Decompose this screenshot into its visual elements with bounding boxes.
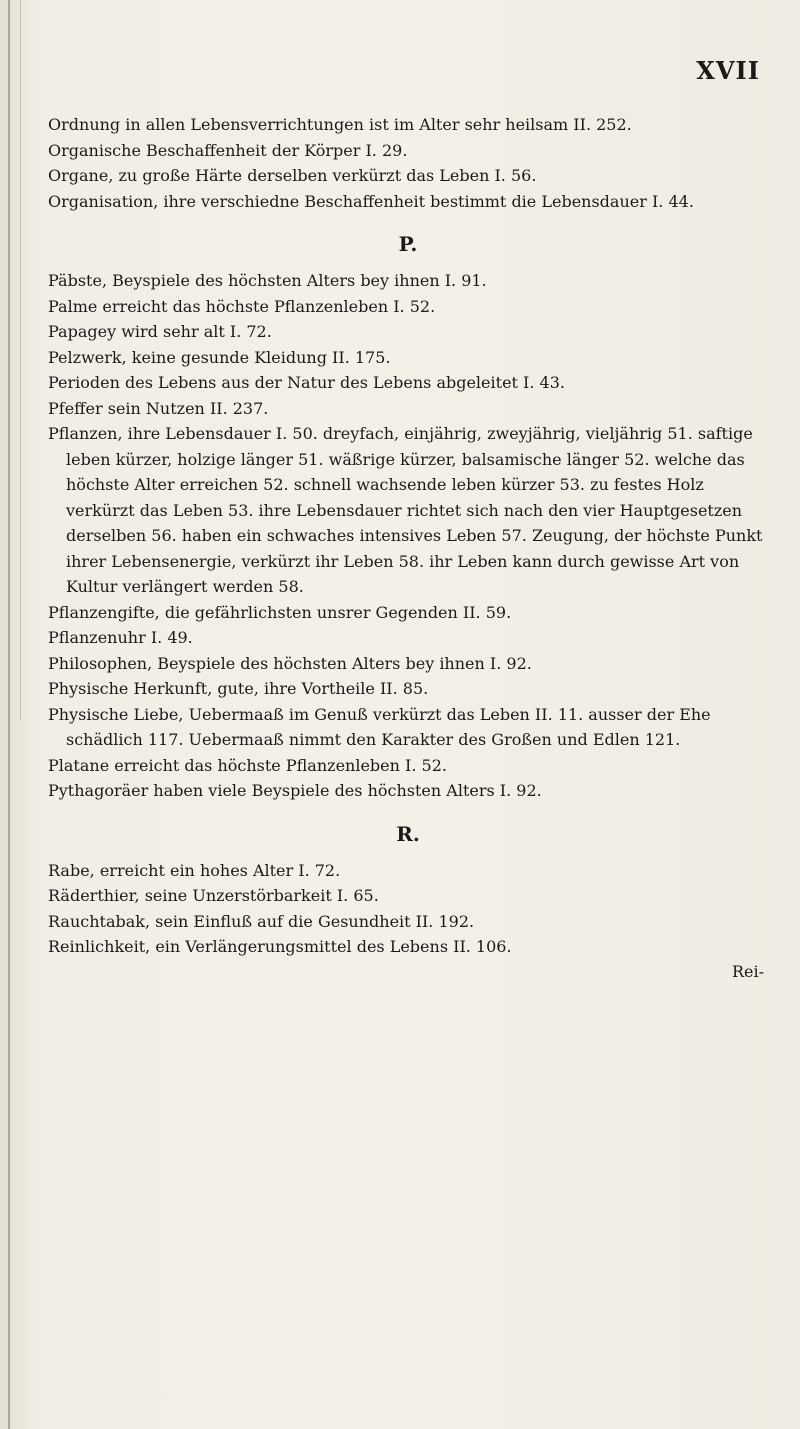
index-entry: Pflanzengifte, die gefährlichsten unsrer Gegenden II. 59. bbox=[48, 602, 512, 622]
index-entry: Pflanzenuhr I. 49. bbox=[48, 628, 193, 647]
section-heading-p: P. bbox=[398, 232, 418, 256]
index-entry: Organe, zu große Härte derselben verkürzt das Leben I. 56. bbox=[48, 166, 537, 185]
index-entry: Philosophen, Beyspiele des höchsten Alters bey ihnen I. 92. bbox=[48, 653, 532, 673]
index-entry: Physische Liebe, Uebermaaß im Genuß verkürzt das Leben II. 11. ausser der Ehe schädlich 117. Uebermaaß nimmt den Karakter des Großen und Edlen 121. bbox=[48, 704, 711, 749]
section-heading-r: R. bbox=[396, 821, 420, 846]
index-entry: Pythagoräer haben viele Beyspiele des höchsten Alters I. 92. bbox=[48, 781, 542, 800]
index-entry: Räderthier, seine Unzerstörbarkeit I. 65. bbox=[48, 886, 379, 905]
index-entry: Organisation, ihre verschiedne Beschaffenheit bestimmt die Lebensdauer I. 44. bbox=[48, 191, 694, 211]
catchword: Rei- bbox=[731, 961, 764, 981]
page-number: XVII bbox=[696, 56, 760, 85]
index-entry: Rabe, erreicht ein hohes Alter I. 72. bbox=[48, 860, 341, 880]
index-entry: Pflanzen, ihre Lebensdauer I. 50. dreyfach, einjährig, zweyjährig, vieljährig 51. saftige leben kürzer, holzige länger 51. wäßrige kürzer, balsamische länger 52. welche das höchste Alter erreichen 52. schnell wachsende leben kürzer 53. zu festes Holz verkürzt das Leben 53. ihre Lebensdauer richtet sich nach den vier Hauptgesetzen derselben 56. haben ein schwaches intensives Leben 57. Zeugung, der höchste Punkt ihrer Lebensenergie, verkürzt ihr Leben 58. ihr Leben kann durch gewisse Art von Kultur verlängert werden 58. bbox=[48, 424, 763, 596]
index-entry: Ordnung in allen Lebensverrichtungen ist im Alter sehr heilsam II. 252. bbox=[48, 115, 632, 134]
index-entry: Reinlichkeit, ein Verlängerungsmittel des Lebens II. 106. bbox=[48, 937, 512, 956]
binding-shadow bbox=[20, 0, 21, 720]
index-entries bbox=[48, 112, 768, 984]
index-entry: Perioden des Lebens aus der Natur des Lebens abgeleitet I. 43. bbox=[48, 373, 565, 392]
index-entry: Pelzwerk, keine gesunde Kleidung II. 175. bbox=[48, 347, 391, 367]
index-entry: Päbste, Beyspiele des höchsten Alters bey ihnen I. 91. bbox=[48, 271, 487, 290]
index-entry: Papagey wird sehr alt I. 72. bbox=[48, 322, 272, 341]
index-entry: Pfeffer sein Nutzen II. 237. bbox=[48, 398, 269, 418]
index-entry: Organische Beschaffenheit der Körper I. 29. bbox=[48, 140, 408, 160]
index-entry: Palme erreicht das höchste Pflanzenleben I. 52. bbox=[48, 296, 436, 316]
binding-edge bbox=[8, 0, 10, 1429]
index-entry: Physische Herkunft, gute, ihre Vortheile II. 85. bbox=[48, 679, 429, 698]
index-entry: Rauchtabak, sein Einfluß auf die Gesundheit II. 192. bbox=[48, 911, 475, 931]
index-entry: Platane erreicht das höchste Pflanzenleben I. 52. bbox=[48, 755, 447, 775]
